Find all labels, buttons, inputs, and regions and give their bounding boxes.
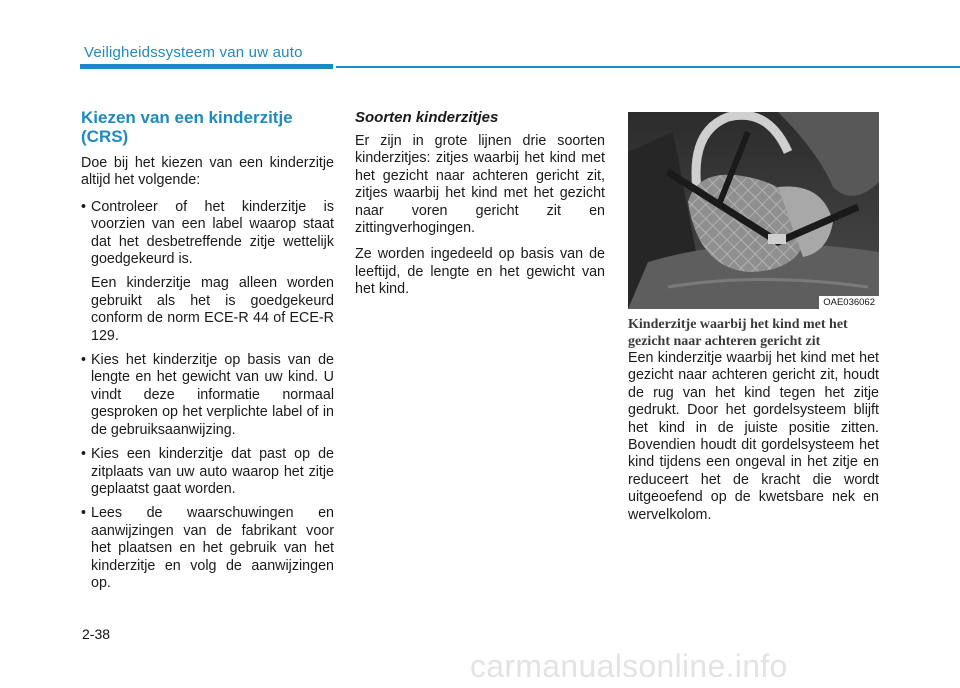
page-number: 2-38 (82, 626, 111, 642)
watermark: carmanualsonline.info (470, 648, 788, 684)
bullet-icon: • (81, 198, 87, 215)
requirements-list (81, 199, 334, 593)
header-rule-thick (80, 64, 333, 69)
figure-caption: Kinderzitje waarbij het kind met het gezicht naar achteren gericht zit (628, 317, 848, 349)
section-heading: Kiezen van een kinderzitje (CRS) (81, 108, 293, 146)
paragraph: Er zijn in grote lijnen drie soorten kinderzitjes: zitjes waarbij het kind met het gezicht naar achteren gericht zit, zitjes waarbij het kind met het gezicht naar voren gericht zit en zittingverhogingen. (355, 133, 605, 237)
bullet-icon: • (81, 352, 87, 369)
list-item (81, 446, 334, 498)
list-item (81, 199, 334, 345)
header-rule-thin (336, 66, 960, 68)
list-item-text: Kies een kinderzitje dat past op de zitplaats van uw auto waarop het zitje geplaatst gaat worden. (91, 446, 334, 497)
car-seat-drawing (628, 112, 879, 309)
bullet-icon: • (81, 505, 87, 522)
column-right (628, 350, 879, 533)
child-seat-illustration (628, 112, 879, 309)
subsection-heading: Soorten kinderzitjes (355, 109, 499, 126)
list-item (81, 505, 334, 592)
list-item-note: Een kinderzitje mag alleen worden gebruikt als het is goedgekeurd conform de norm ECE-R 44 of ECE-R 129. (91, 275, 334, 344)
paragraph: Een kinderzitje waarbij het kind met het gezicht naar achteren gericht zit, houdt de rug van het kind tegen het zitje gedrukt. Door het gordelsysteem blijft het kind in de juiste positie zitten. Bovendien houdt dit gordelsysteem het kind tijdens een ongeval in het zitje en reduceert het de kracht die wordt uitgeoefend op de kwetsbare nek en wervelkolom. (628, 350, 879, 523)
paragraph: Ze worden ingedeeld op basis van de leeftijd, de lengte en het gewicht van het kind. (355, 246, 605, 298)
list-item-text: Lees de waarschuwingen en aanwijzingen van de fabrikant voor het plaatsen en het gebruik van het kinderzitje en volg de aanwijzingen op. (91, 505, 334, 591)
intro-paragraph: Doe bij het kiezen van een kinderzitje altijd het volgende: (81, 155, 334, 189)
list-item (81, 352, 334, 439)
bullet-icon: • (81, 446, 87, 463)
column-left (81, 108, 334, 599)
column-middle (355, 108, 605, 308)
section-header-title: Veiligheidssysteem van uw auto (84, 44, 303, 61)
list-item-text: Controleer of het kinderzitje is voorzien van een label waarop staat dat het desbetreffende zitje wettelijk goedgekeurd is. (91, 198, 334, 268)
figure-code: OAE036062 (819, 296, 879, 309)
list-item-text: Kies het kinderzitje op basis van de lengte en het gewicht van uw kind. U vindt deze informatie normaal gesproken op het verplichte label of in de gebruiksaanwijzing. (91, 352, 334, 438)
